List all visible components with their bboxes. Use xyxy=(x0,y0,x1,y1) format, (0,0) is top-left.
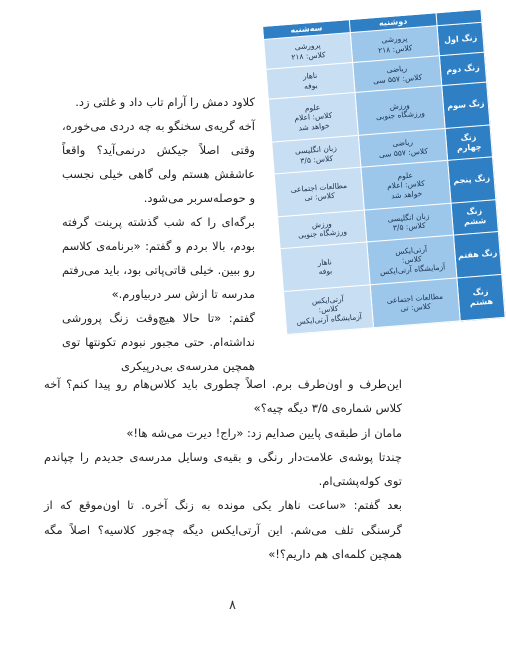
cell-line: زبان انگلیسی xyxy=(294,143,338,157)
cell-line: آرتی‌ایکس xyxy=(394,244,428,257)
cell-line: کلاس: ۲۱۸ xyxy=(377,42,413,55)
body-text-wide xyxy=(44,372,402,566)
cell-line: آرتی‌ایکس xyxy=(311,294,344,306)
cell-line: خواهد شد xyxy=(390,188,423,201)
period-label: زنگ سوم xyxy=(442,82,490,128)
tuesday-cell xyxy=(280,242,370,292)
cell-line: کلاس: ۵۵۷ سی xyxy=(378,145,429,159)
body-text-narrow xyxy=(62,90,255,378)
header-tuesday: سه‌شنبه xyxy=(263,20,351,40)
cell-line: مطالعات اجتماعی xyxy=(386,291,444,305)
tuesday-cell xyxy=(283,285,373,335)
class-schedule-table xyxy=(262,9,506,335)
cell-line: آزمایشگاه آرتی‌ایکس xyxy=(296,311,363,326)
paragraph: کلاود دمش را آرام تاب داد و غلتی زد. xyxy=(75,95,255,109)
cell-line: ورزشگاه جنوبی xyxy=(297,227,348,241)
period-label: زنگ چهارم xyxy=(445,125,492,160)
period-label: زنگ دوم xyxy=(439,52,486,86)
cell-line: خواهد شد xyxy=(298,120,330,133)
cell-line: کلاس: ۲۱۸ xyxy=(291,49,326,62)
cell-line: زبان انگلیسی xyxy=(387,211,430,224)
cell-line: ورزشگاه جنوبی xyxy=(375,108,426,122)
cell-line: کلاس: تی xyxy=(304,190,336,203)
tuesday-cell xyxy=(274,167,364,217)
cell-line: آزمایشگاه آرتی‌ایکس xyxy=(379,261,446,277)
page-number: ۸ xyxy=(229,598,236,613)
monday-cell xyxy=(370,278,460,328)
period-label: زنگ اول xyxy=(437,22,484,56)
period-label: زنگ هفتم xyxy=(453,231,501,277)
cell-line: علوم xyxy=(304,102,321,113)
cell-line: مطالعات اجتماعی xyxy=(290,180,348,194)
tuesday-cell xyxy=(268,93,358,143)
cell-line: کلاس: xyxy=(318,304,339,315)
schedule-grid xyxy=(262,9,506,335)
period-label: زنگ پنجم xyxy=(448,157,496,203)
cell-line: کلاس: اعلام xyxy=(294,111,333,124)
paragraph: مامان از طبقه‌ی پایین صدایم زد: «راج! دیرت می‌شه ها!» xyxy=(126,425,402,440)
cell-line: کلاس: ۵۵۷ سی xyxy=(372,72,423,86)
schedule-body xyxy=(264,22,506,334)
cell-line: کلاس: ۳/۵ xyxy=(299,153,334,166)
period-label: زنگ هشتم xyxy=(457,274,505,320)
cell-line: ریاضی xyxy=(391,137,414,149)
cell-line: بوفه xyxy=(303,80,318,91)
paragraph: چندتا پوشه‌ی علامت‌دار رنگی و بقیه‌ی وسایل مدرسه‌ی جدیدم را چپاندم توی کوله‌پشتی‌ام. xyxy=(44,449,402,489)
cell-line: پرورشی xyxy=(381,33,408,45)
period-label: زنگ ششم xyxy=(451,200,498,235)
monday-cell xyxy=(361,160,451,210)
cell-line: کلاس: ۳/۵ xyxy=(392,221,426,233)
cell-line: ورزش xyxy=(389,100,411,112)
paragraph: بعد گفتم: «ساعت ناهار یکی مونده به زنگ آخره. تا اون‌موقع که از گرسنگی تلف می‌شم. این آرتی‌ایکس دیگه چه‌جور کلاسیه؟ اصلاً مگه همچین کلمه‌ای هم داریم؟!» xyxy=(44,498,402,562)
header-monday: دوشنبه xyxy=(349,13,437,33)
cell-line: ناهار xyxy=(302,71,318,82)
paragraph: این‌طرف و اون‌طرف برم. اصلاً چطوری باید کلاس‌هام رو پیدا کنم؟ آخه کلاس شماره‌ی ۳/۵ دیگه چیه؟» xyxy=(44,377,402,416)
cell-line: کلاس: اعلام xyxy=(386,179,426,192)
monday-cell xyxy=(367,235,457,285)
monday-cell xyxy=(355,86,445,136)
cell-line: ریاضی xyxy=(386,63,408,75)
cell-line: علوم xyxy=(397,170,414,181)
cell-line: کلاس: xyxy=(401,254,422,265)
paragraph: برگه‌ای را که شب گذشته پرینت گرفته بودم، بالا بردم و گفتم: «برنامه‌ی کلاسم رو ببین. خیلی قاتی‌پاتی بود، باید می‌رفتم مدرسه تا ازش سر دربیاورم.» xyxy=(62,215,255,301)
cell-line: ناهار xyxy=(317,256,333,267)
paragraph: گفتم: «تا حالا هیچ‌وقت زنگ پرورشی نداشته‌ام. حتی مجبور نبودم تکونتها توی همچین مدرسه‌ی بی‌درپیکری xyxy=(62,311,255,373)
cell-line: پرورشی xyxy=(294,40,322,52)
cell-line: ورزش xyxy=(311,219,333,230)
paragraph: آخه گریه‌ی سخنگو به چه دردی می‌خوره، وقتی اصلاً جیکش درنمی‌آید؟ واقعاً عاشقش هستم ولی گاهی خیلی نجسب و حوصله‌سربر می‌شود. xyxy=(62,119,255,205)
cell-line: بوفه xyxy=(318,266,333,277)
cell-line: کلاس: تی xyxy=(400,301,432,313)
